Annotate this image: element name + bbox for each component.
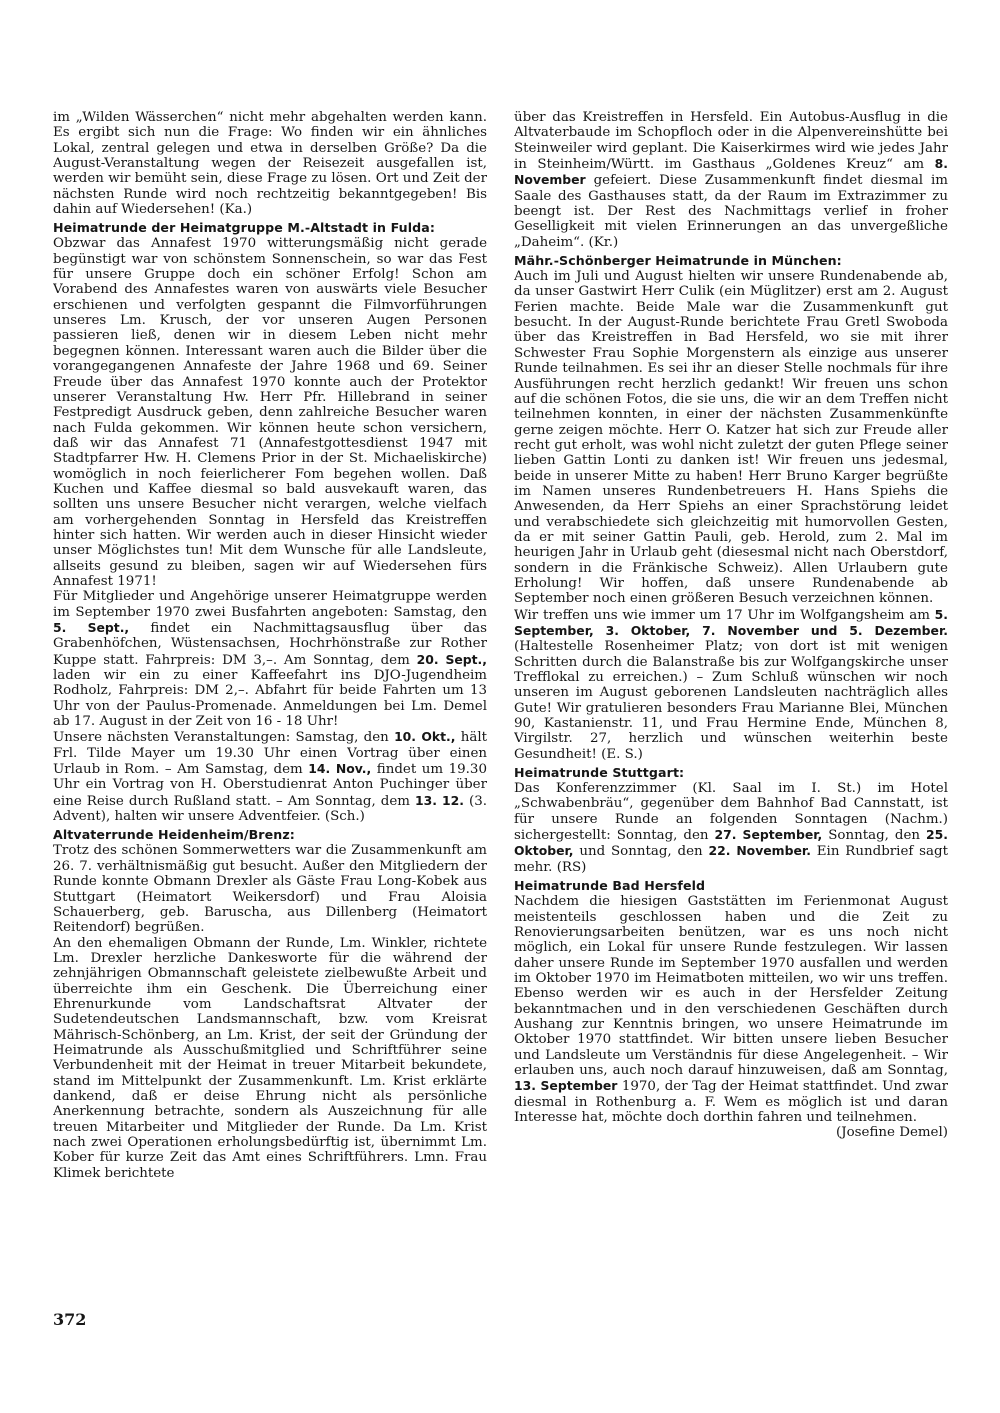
heading-fulda: Heimatrunde der Heimatgruppe M.-Altstadt in Fulda:	[53, 220, 435, 236]
page-number: 372	[53, 1310, 87, 1329]
paragraph-stuttgart: Das Konferenzzimmer (Kl. Saal im I. St.) im Hotel „Schwabenbräu“, gegenüber dem Bahnhof Bad Cannstatt, ist für unsere Runde an folgenden Sonntagen (Nachm.) sichergestellt: Sonntag, den 27. September, Sonntag, den 25. Oktober, und Sonntag, den 22. November. Ein Rundbrief sagt mehr. (RS)	[514, 781, 948, 875]
paragraph-muenchen-2: Wir treffen uns wie immer um 17 Uhr im Wolfgangsheim am 5. September, 3. Oktober, 7. November und 5. Dezember. (Haltestelle Rosenheimer Platz; von dort ist mit wenigen Schritten durch die Balanstraße bis zur Wolfgangskirche unser Trefflokal zu erreichen.) – Zum Schluß wünschen wir noch unseren im August geborenen Landsleuten nachträglich alles Gute! Wir gratulieren besonders Frau Marianne Blei, München 90, Kastanienstr. 11, und Frau Hermine Ende, München 8, Virgilstr. 27, herzlich und wünschen weiterhin beste Gesundheit! (E. S.)	[514, 606, 948, 762]
left-column	[53, 110, 487, 1181]
paragraph-annafest: Obzwar das Annafest 1970 witterungsmäßig nicht gerade begünstigt war von schönstem Sonnenschein, so war das Fest für unsere Gruppe doch ein schöner Erfolg! Schon am Vorabend des Annafestes waren von auswärts viele Besucher erschienen und verfolgten gespannt die Filmvorführungen unseres Lm. Krusch, der vor unseren Augen Personen passieren ließ, denen wir in diesem Leben nicht mehr begegnen können. Interessant waren auch die Bilder über die vorangegangenen Annafeste der Jahre 1968 und 69. Seiner Freude über das Annafest 1970 konnte auch der Protektor unserer Veranstaltung Hw. Herr Pfr. Hillebrand in seiner Festpredigt Ausdruck geben, denn zahlreiche Besucher waren nach Fulda gekommen. Wir können heute schon versichern, daß wir das Annafest 71 (Annafestgottesdienst 1947 mit Stadtpfarrer Hw. H. Clemens Prior in der St. Michaeliskirche) womöglich in noch feierlicherer Fom begehen wollen. Daß Kuchen und Kaffee diesmal so bald ausvekauft waren, das sollten uns unsere Besucher nicht verargen, welche vielfach am vorhergehenden Sonntag in Hersfeld das Kreistreffen hinter sich hatten. Wir werden auch in dieser Hinsicht wieder unser Möglichstes tun! Mit dem Wunsche für alle Landsleute, allseits gesund zu bleiben, sagen wir auf Wiedersehen fürs Annafest 1971!	[53, 236, 487, 589]
signature-demel: (Josefine Demel)	[836, 1125, 948, 1141]
paragraph-heidenheim-1: Trotz des schönen Sommerwetters war die Zusammenkunft am 26. 7. verhältnismäßig gut besucht. Außer den Mitgliedern der Runde konnte Obmann Drexler als Gäste Frau Long-Kobek aus Stuttgart (Heimatort Weikersdorf) und Frau Aloisia Schauerberg, geb. Baruscha, aus Dillenberg (Heimatort Reitendorf) begrüßen.	[53, 843, 487, 936]
paragraph-muenchen-1: Auch im Juli und August hielten wir unsere Rundenabende ab, da unser Gastwirt Herr Culik (ein Müglitzer) erst am 2. August Ferien machte. Beide Male war die Zusammenkunft gut besucht. In der August-Runde berichtete Frau Gretl Swoboda über das Kreistreffen in Bad Hersfeld, wo sie mit ihrer Schwester Frau Sophie Morgenstern als einzige aus unserer Runde teilnahmen. Es sei ihr an dieser Stelle nochmals für ihre Ausführungen recht herzlich gedankt! Wir freuen uns schon auf die schönen Fotos, die sie uns, die wir an dem Treffen nicht teilnehmen konnten, in einer der nächsten Zusammenkünfte gerne zeigen möchte. Herr O. Katzer hat sich zur Freude aller recht gut erholt, was wohl nicht zuletzt der guten Pflege seiner lieben Gattin Lonti zu danken ist! Wir freuen uns jedesmal, beide in unserer Mitte zu haben! Herr Bruno Karger begrüßte im Namen unseres Rundenbetreuers H. Hans Spiehs die Anwesenden, da Herr Spiehs an einer Sprachstörung leidet und verabschiedete sich gleichzeitig mit humorvollen Gesten, da er mit seiner Gattin Pauli, geb. Herold, zum 2. Mal im heurigen Jahr in Urlaub geht (diesesmal nicht nach Oberstdorf, sondern in die Fränkische Schweiz). Allen Urlaubern gute Erholung! Wir hoffen, daß unsere Rundenabende ab September noch einen größeren Besuch verzeichnen können.	[514, 269, 948, 607]
paragraph-veranstaltungen: Unsere nächsten Veranstaltungen: Samstag, den 10. Okt., hält Frl. Tilde Mayer um 19.30 Uhr einen Vortrag über einen Urlaub in Rom. – Am Samstag, dem 14. Nov., findet um 19.30 Uhr ein Vortrag von H. Oberstudienrat Anton Puchinger über eine Reise durch Rußland statt. – Am Sonntag, dem 13. 12. (3. Advent), halten wir unsere Adventfeier. (Sch.)	[53, 729, 487, 825]
heading-heidenheim: Altvaterrunde Heidenheim/Brenz:	[53, 827, 295, 843]
heading-muenchen: Mähr.-Schönberger Heimatrunde in München:	[514, 253, 842, 269]
paragraph-kreistreffen: über das Kreistreffen in Hersfeld. Ein Autobus-Ausflug in die Altvaterbaude im Schopfloch oder in die Alpenvereinshütte bei Steinweiler wird geplant. Die Kaiserkirmes wird wie jedes Jahr in Steinheim/Württ. im Gasthaus „Goldenes Kreuz“ am 8. November gefeiert. Diese Zusammenkunft findet diesmal im Saale des Gasthauses statt, da der Raum im Extrazimmer zu beengt ist. Der Rest des Nachmittags verlief in froher Geselligkeit mit vielen Erinnerungen an das unvergeßliche „Daheim“. (Kr.)	[514, 110, 948, 250]
heading-hersfeld: Heimatrunde Bad Hersfeld	[514, 878, 706, 894]
heading-stuttgart: Heimatrunde Stuttgart:	[514, 765, 685, 781]
paragraph-wasserchen: im „Wilden Wässerchen“ nicht mehr abgehalten werden kann. Es ergibt sich nun die Frage: Wo finden wir ein ähnliches Lokal, zentral gelegen und etwa in derselben Größe? Da die August-Veranstaltung wegen der Reisezeit ausgefallen ist, werden wir bemüht sein, diese Frage zu lösen. Ort und Zeit der nächsten Runde wird noch rechtzeitig bekanntgegeben! Bis dahin auf Wiedersehen! (Ka.)	[53, 110, 487, 218]
paragraph-hersfeld: Nachdem die hiesigen Gaststätten im Ferienmonat August meistenteils geschlossen haben und die Zeit zu Renovierungsarbeiten benützen, war es uns noch nicht möglich, ein Lokal für unsere Runde festzulegen. Wir lassen daher unsere Runde im September 1970 ausfallen und werden im Oktober 1970 im Heimatboten mitteilen, wo wir uns treffen. Ebenso werden wir es auch in der Hersfelder Zeitung bekanntmachen und in den verschiedenen Geschäften durch Aushang zur Kenntnis bringen, wo unsere Heimatrunde im Oktober 1970 stattfindet. Wir bitten unsere lieben Besucher und Landsleute um Verständnis für diese Angelegenheit. – Wir erlauben uns, auch noch darauf hinzuweisen, daß am Sonntag, 13. September 1970, der Tag der Heimat stattfindet. Und zwar diesmal in Rothenburg a. F. Wem es möglich ist und daran Interesse hat, möchte doch dorthin fahren und teilnehmen. (Josefine Demel)	[514, 894, 948, 1141]
right-column	[514, 110, 948, 1141]
paragraph-heidenheim-2: An den ehemaligen Obmann der Runde, Lm. Winkler, richtete Lm. Drexler herzliche Dankesworte für die während der zehnjährigen Obmannschaft geleistete zielbewußte Arbeit und überreichte ihm ein Geschenk. Die Überreichung einer Ehrenurkunde vom Landschaftsrat Altvater der Sudetendeutschen Landsmannschaft, bzw. vom Kreisrat Mährisch-Schönberg, an Lm. Krist, der seit der Gründung der Heimatrunde als Ausschußmitglied und Schriftführer seine Verbundenheit mit der Heimat in treuer Mitarbeit bekundete, stand im Mittelpunkt der Zusammenkunft. Lm. Krist erklärte dankend, daß er deise Ehrung nicht als persönliche Anerkennung betrachte, sondern als Auszeichnung für alle treuen Mitarbeiter und Mitglieder der Runde. Da Lm. Krist nach zwei Operationen erholungsbedürftig ist, übernimmt Lm. Kober für kurze Zeit das Amt eines Schriftführers. Lmn. Frau Klimek berichtete	[53, 935, 487, 1181]
paragraph-busfahrten: Für Mitglieder und Angehörige unserer Heimatgruppe werden im September 1970 zwei Busfahrten angeboten: Samstag, den 5. Sept., findet ein Nachmittagsausflug über das Grabenhöfchen, Wüstensachsen, Hochrhönstraße zur Rother Kuppe statt. Fahrpreis: DM 3,–. Am Sonntag, dem 20. Sept., laden wir ein zu einer Kaffeefahrt ins DJO-Jugendheim Rodholz, Fahrpreis: DM 2,–. Abfahrt für beide Fahrten um 13 Uhr von der Paulus-Promenade. Anmeldungen bei Lm. Demel ab 17. August in der Zeit von 16 - 18 Uhr!	[53, 589, 487, 730]
